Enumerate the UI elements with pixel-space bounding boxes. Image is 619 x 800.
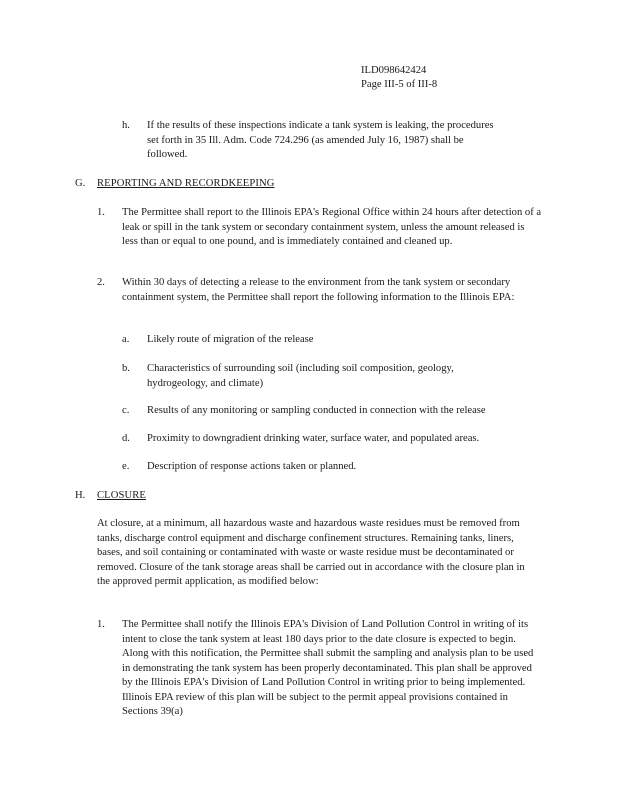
document-id: ILD098642424 [361, 65, 427, 76]
subitem-marker: c. [122, 405, 130, 416]
subitem-marker: d. [122, 433, 130, 444]
subitem-text: Likely route of migration of the release [147, 334, 314, 345]
section-letter: H. [75, 490, 86, 501]
page-number: Page III-5 of III-8 [361, 79, 438, 90]
item-text: The Permittee shall report to the Illinois EPA's Regional Office within 24 hours after detection of a leak or spill in the tank system or secondary containment system, unless the amount released is less than or equal to one pound, and is immediately contained and cleaned up. [122, 207, 542, 247]
subitem-marker: e. [122, 461, 130, 472]
subitem-marker: a. [122, 334, 130, 345]
subitem-text: Description of response actions taken or planned. [147, 461, 357, 472]
item-text: Within 30 days of detecting a release to the environment from the tank system or secondary containment system, the Permittee shall report the following information to the Illinois EPA: [122, 277, 515, 303]
subitem-text: Proximity to downgradient drinking water, surface water, and populated areas. [147, 433, 480, 444]
item-text: If the results of these inspections indicate a tank system is leaking, the procedures set forth in 35 Ill. Adm. Code 724.296 (as amended July 16, 1987) shall be followed. [147, 120, 494, 160]
item-marker: h. [122, 120, 130, 131]
subitem-marker: b. [122, 363, 130, 374]
item-marker: 1. [97, 619, 105, 630]
subitem-text: Results of any monitoring or sampling conducted in connection with the release [147, 405, 486, 416]
section-title: REPORTING AND RECORDKEEPING [97, 178, 275, 189]
section-letter: G. [75, 178, 86, 189]
subitem-text: Characteristics of surrounding soil (including soil composition, geology, hydrogeology, and climate) [147, 363, 454, 389]
item-text: The Permittee shall notify the Illinois EPA's Division of Land Pollution Control in writing of its intent to close the tank system at least 180 days prior to the date closure is expected to begin. Along with this notification, the Permittee shall submit the sampling and analysis plan to be used in demonstrating the tank system has been properly decontaminated. This plan shall be approved by the Illinois EPA's Division of Land Pollution Control in writing prior to being implemented. Illinois EPA review of this plan will be subject to the permit appeal provisions contained in Sections 39(a) [122, 619, 534, 717]
section-title: CLOSURE [97, 490, 146, 501]
item-marker: 1. [97, 207, 105, 218]
item-marker: 2. [97, 277, 105, 288]
section-intro: At closure, at a minimum, all hazardous waste and hazardous waste residues must be removed from tanks, discharge control equipment and discharge confinement structures. Remaining tanks, liners, bases, and soil containing or contaminated with waste or waste residue must be decontaminated or removed. Closure of the tank storage areas shall be carried out in accordance with the closure plan in the approved permit application, as modified below: [97, 518, 525, 587]
